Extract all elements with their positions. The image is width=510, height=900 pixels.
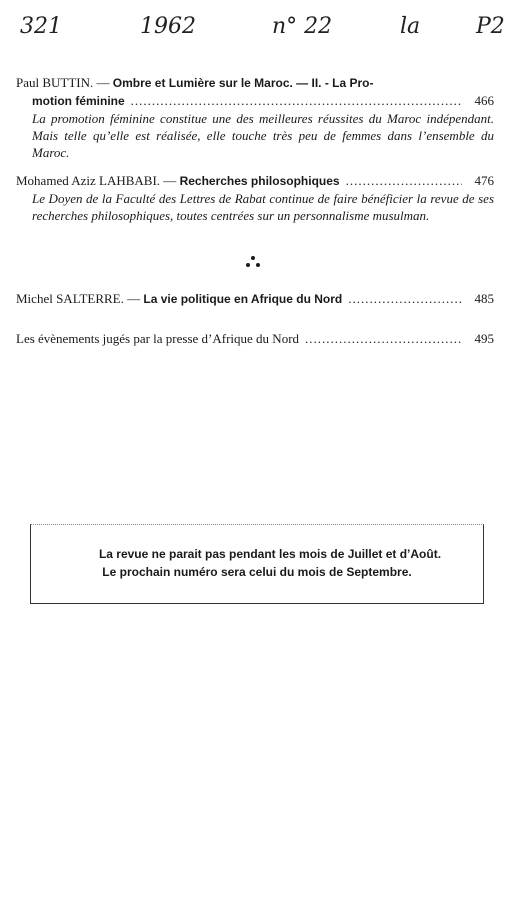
entry-text: Les évènements jugés par la presse d’Afrique du Nord	[16, 331, 300, 346]
asterism-dot	[251, 256, 255, 260]
dot-leader	[348, 290, 462, 307]
entry-author: Mohamed Aziz LAHBABI. —	[16, 173, 177, 188]
publication-notice-box	[30, 524, 484, 604]
handwritten-note: la	[400, 14, 421, 39]
handwritten-note: P2	[476, 14, 505, 39]
entry-description: Le Doyen de la Faculté des Lettres de Rabat continue de faire bénéficier la revue de ses recherches philosophiques, toutes centrées sur un personnalisme musulman.	[32, 191, 494, 223]
entry-title-continued: motion féminine	[32, 94, 125, 108]
entry-author: Michel SALTERRE. —	[16, 291, 141, 306]
handwritten-annotations	[0, 14, 510, 44]
asterism-dot	[246, 263, 250, 267]
entry-description: La promotion féminine constitue une des meilleures réussites du Maroc indépendant. Mais telle qu’elle est réalisée, elle touche très peu de femmes dans l’ensemble du Maroc.	[32, 111, 494, 160]
asterism-dot	[256, 263, 260, 267]
notice-line-next-issue: Le prochain numéro sera celui du mois de Septembre.	[102, 565, 412, 579]
entry-page-number: 476	[474, 173, 494, 188]
handwritten-note: 1962	[140, 14, 196, 39]
entry-page-number: 495	[474, 331, 494, 346]
handwritten-note: 321	[20, 14, 62, 39]
toc-entry-salterre	[16, 290, 494, 308]
entry-author: Paul BUTTIN. —	[16, 75, 110, 90]
toc-entry-buttin	[16, 74, 494, 161]
entry-title: Recherches philosophiques	[179, 174, 340, 188]
entry-title: La vie politique en Afrique du Nord	[143, 292, 343, 306]
dot-leader	[346, 172, 462, 189]
entry-title: Ombre et Lumière sur le Maroc. — II. - La Pro-	[112, 76, 374, 90]
dot-leader	[131, 92, 462, 109]
toc-entry-presse	[16, 330, 494, 347]
notice-line-summer-break: La revue ne parait pas pendant les mois de Juillet et d’Août.	[98, 547, 442, 561]
dot-leader	[305, 330, 462, 347]
toc-entry-lahbabi	[16, 172, 494, 224]
handwritten-note: n° 22	[272, 14, 333, 39]
entry-page-number: 485	[474, 291, 494, 306]
entry-page-number: 466	[474, 93, 494, 108]
asterism-ornament	[230, 254, 280, 274]
